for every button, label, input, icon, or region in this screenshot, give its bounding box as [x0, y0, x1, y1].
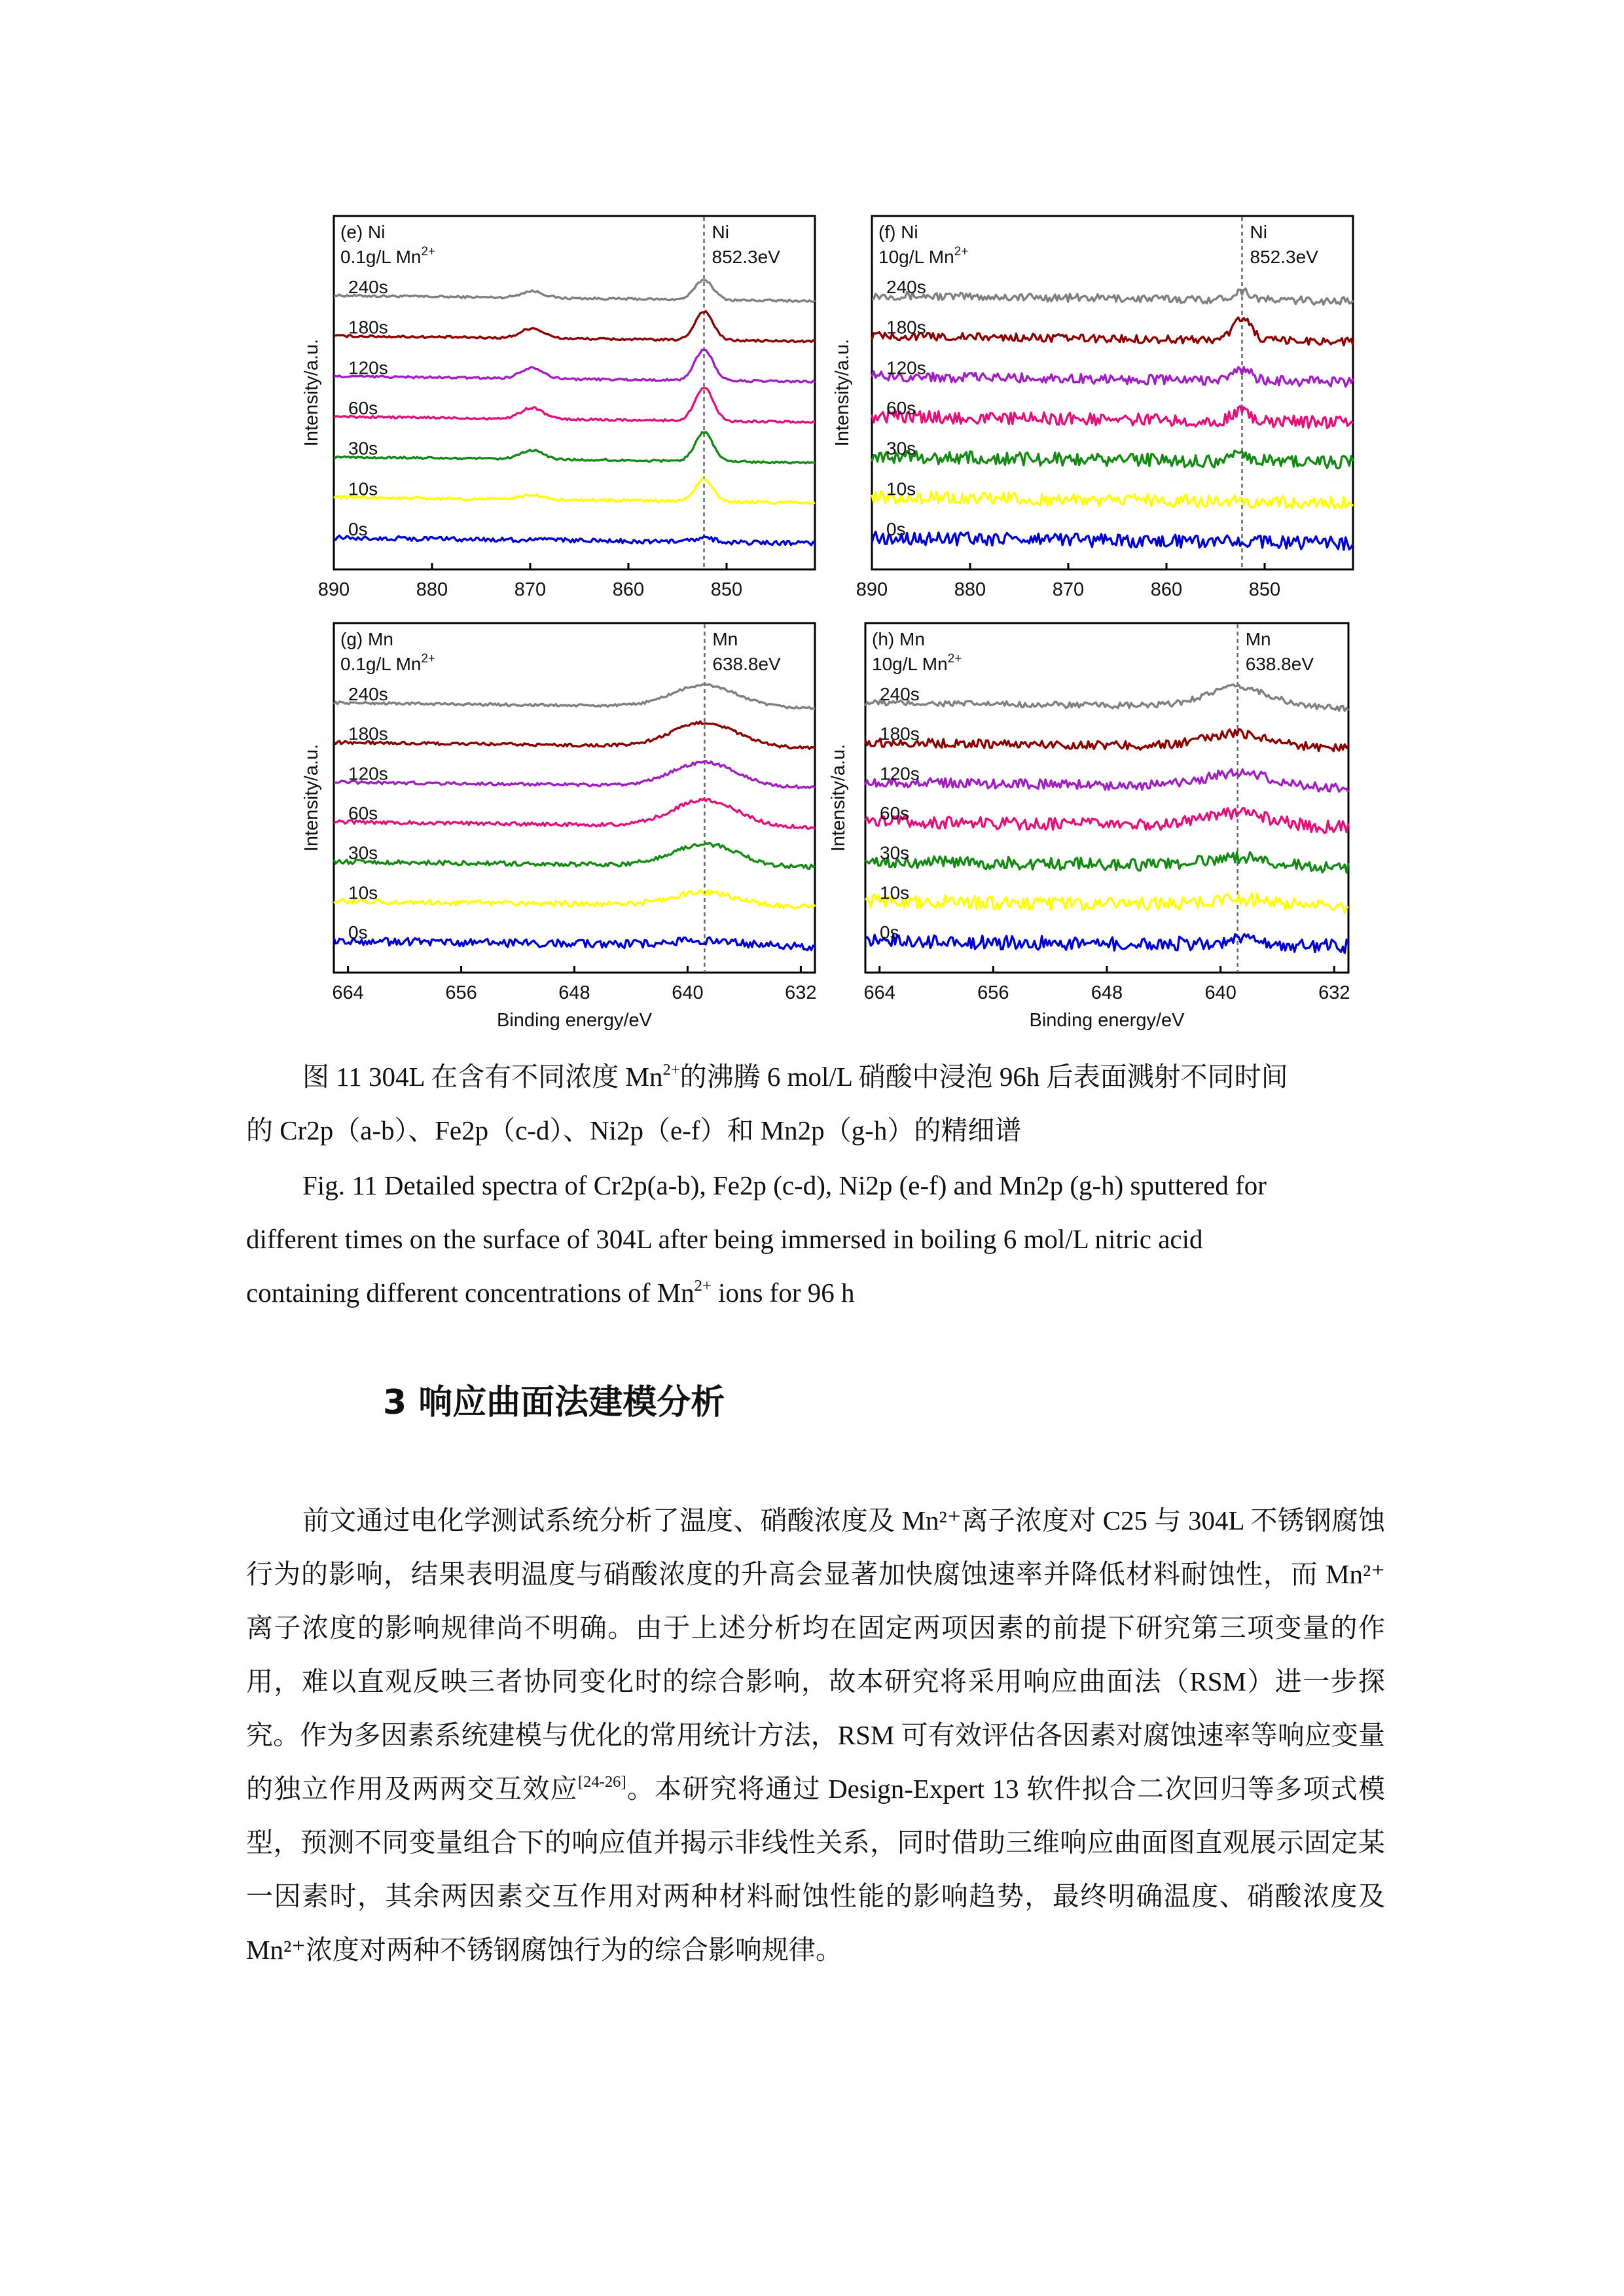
panel-frame [872, 216, 1353, 569]
series-label-120s: 120s [886, 357, 926, 378]
spectrum-line-0s [334, 937, 815, 950]
x-tick-label: 850 [710, 579, 743, 600]
panel-label: (e) Ni [340, 222, 386, 242]
x-tick-label: 870 [1052, 579, 1085, 600]
series-label-10s: 10s [348, 478, 378, 499]
spectrum-line-180s [865, 729, 1348, 751]
x-tick-label: 664 [863, 982, 895, 1003]
spectrum-line-30s [872, 451, 1353, 469]
series-label-0s: 0s [886, 519, 906, 539]
caption-en-line1: Fig. 11 Detailed spectra of Cr2p(a-b), Fe2p (c-d), Ni2p (e-f) and Mn2p (g-h) sputtered for [302, 1170, 1267, 1200]
x-tick-label: 632 [785, 982, 817, 1003]
series-label-120s: 120s [880, 763, 920, 784]
concentration-text: 10g/L Mn [872, 654, 948, 674]
x-tick-label: 880 [416, 579, 448, 600]
spectrum-line-240s [334, 280, 815, 302]
body-paragraph [246, 1494, 1385, 1977]
peak-element-label: Mn [1245, 629, 1271, 649]
y-axis-title: Intensity/a.u. [832, 338, 853, 447]
spectrum-line-60s [334, 388, 815, 423]
spectrum-line-240s [865, 685, 1348, 711]
caption-cn-part1: 图 11 304L 在含有不同浓度 Mn [302, 1062, 663, 1092]
spectrum-line-30s [334, 432, 815, 463]
peak-element-label: Mn [712, 629, 738, 649]
x-tick-label: 890 [856, 579, 888, 600]
xps-panel-3 [301, 623, 817, 1031]
spectrum-line-10s [872, 492, 1353, 509]
x-tick-label: 860 [612, 579, 645, 600]
panel-label: (h) Mn [872, 629, 925, 649]
peak-energy-label: 852.3eV [712, 247, 780, 267]
peak-energy-label: 852.3eV [1250, 247, 1318, 267]
x-tick-label: 632 [1318, 982, 1350, 1003]
concentration-label [340, 245, 435, 267]
x-tick-label: 664 [332, 982, 364, 1003]
caption-en-line2: different times on the surface of 304L after being immersed in boiling 6 mol/L nitric acid [246, 1224, 1203, 1254]
x-tick-label: 656 [445, 982, 477, 1003]
concentration-sup: 2+ [947, 652, 962, 666]
y-axis-title: Intensity/a.u. [301, 338, 322, 447]
concentration-sup: 2+ [421, 245, 436, 259]
concentration-label [340, 652, 435, 674]
spectrum-line-10s [334, 890, 815, 909]
body-part2: 。本研究将通过 Design-Expert 13 软件拟合二次回归等多项式模型，预测不同变量组合下的响应值并揭示非线性关系，同时借助三维响应曲面图直观展示固定某一因素时，其余两因素交互作用对两种材料耐蚀性能的影响趋势，最终明确温度、硝酸浓度及 Mn²⁺浓度对两种不锈钢腐蚀行为的综合影响规律。 [246, 1774, 1386, 1965]
caption-en-sup: 2+ [694, 1276, 712, 1295]
spectrum-line-120s [334, 761, 815, 789]
xps-panel-2 [832, 216, 1353, 600]
series-label-120s: 120s [348, 357, 388, 378]
y-axis-title: Intensity/a.u. [828, 744, 849, 852]
caption-en-line3b: ions for 96 h [711, 1278, 855, 1308]
series-label-30s: 30s [880, 842, 910, 863]
caption-cn-part2: 的沸腾 6 mol/L 硝酸中浸泡 96h 后表面溅射不同时间 [679, 1062, 1288, 1092]
panel-frame [865, 623, 1348, 973]
concentration-sup: 2+ [421, 652, 436, 666]
y-axis-title: Intensity/a.u. [301, 744, 322, 852]
series-label-10s: 10s [880, 882, 910, 903]
xps-figure [0, 0, 1624, 1047]
figure-caption-chinese [246, 1050, 1385, 1157]
series-label-30s: 30s [348, 842, 378, 863]
xps-panel-4 [828, 623, 1350, 1031]
peak-energy-label: 638.8eV [712, 654, 781, 674]
spectrum-line-60s [865, 808, 1348, 833]
series-label-60s: 60s [348, 803, 378, 823]
x-tick-label: 656 [977, 982, 1009, 1003]
series-label-240s: 240s [886, 277, 926, 297]
x-tick-label: 640 [672, 982, 704, 1003]
x-tick-label: 880 [954, 579, 986, 600]
spectrum-line-240s [872, 289, 1353, 305]
peak-element-label: Ni [712, 222, 729, 242]
concentration-text: 0.1g/L Mn [340, 247, 422, 267]
spectrum-line-240s [334, 684, 815, 709]
series-label-30s: 30s [348, 438, 378, 459]
spectrum-line-60s [872, 406, 1353, 428]
spectrum-line-10s [865, 893, 1348, 912]
spectrum-line-30s [865, 852, 1348, 872]
series-label-30s: 30s [886, 438, 916, 459]
series-label-0s: 0s [880, 922, 899, 942]
panel-frame [334, 216, 815, 569]
caption-en-line3a: containing different concentrations of Mn [246, 1278, 695, 1308]
series-label-0s: 0s [348, 519, 368, 539]
x-tick-label: 648 [1091, 982, 1123, 1003]
panel-label: (g) Mn [340, 629, 393, 649]
series-label-180s: 180s [886, 317, 926, 338]
concentration-sup: 2+ [954, 245, 969, 259]
figure-caption-english [246, 1158, 1398, 1319]
series-label-240s: 240s [348, 684, 388, 704]
x-axis-title: Binding energy/eV [1029, 1010, 1185, 1031]
section-heading: 3 响应曲面法建模分析 [383, 1383, 725, 1422]
spectrum-line-180s [872, 317, 1353, 346]
caption-cn-sup: 2+ [662, 1060, 680, 1079]
spectrum-line-120s [865, 769, 1348, 792]
series-label-60s: 60s [348, 398, 378, 418]
series-label-60s: 60s [886, 398, 916, 418]
series-label-0s: 0s [348, 922, 368, 942]
series-label-180s: 180s [880, 723, 920, 744]
x-tick-label: 640 [1204, 982, 1236, 1003]
spectrum-line-30s [334, 843, 815, 869]
series-label-180s: 180s [348, 723, 388, 744]
peak-energy-label: 638.8eV [1245, 654, 1314, 674]
x-axis-title: Binding energy/eV [497, 1010, 652, 1031]
series-label-10s: 10s [348, 882, 378, 903]
x-tick-label: 860 [1150, 579, 1183, 600]
series-label-60s: 60s [880, 803, 910, 823]
series-label-240s: 240s [348, 277, 388, 297]
series-label-180s: 180s [348, 317, 388, 338]
spectrum-line-0s [334, 535, 815, 545]
concentration-text: 10g/L Mn [878, 247, 954, 267]
body-part1: 前文通过电化学测试系统分析了温度、硝酸浓度及 Mn²⁺离子浓度对 C25 与 304L 不锈钢腐蚀行为的影响，结果表明温度与硝酸浓度的升高会显著加快腐蚀速率并降低材料耐蚀性，而 Mn²⁺离子浓度的影响规律尚不明确。由于上述分析均在固定两项因素的前提下研究第三项变量的作用，难以直观反映三者协同变化时的综合影响，故本研究将采用响应曲面法（RSM）进一步探究。作为多因素系统建模与优化的常用统计方法，RSM 可有效评估各因素对腐蚀速率等响应变量的独立作用及两两交互效应 [246, 1505, 1385, 1804]
concentration-label [872, 652, 962, 674]
spectrum-line-0s [865, 934, 1348, 953]
panel-label: (f) Ni [878, 222, 918, 242]
spectrum-line-0s [872, 531, 1353, 550]
spectrum-line-180s [334, 721, 815, 749]
panel-frame [334, 623, 815, 973]
concentration-text: 0.1g/L Mn [340, 654, 422, 674]
spectrum-line-120s [872, 367, 1353, 387]
x-tick-label: 850 [1248, 579, 1281, 600]
concentration-label [878, 245, 968, 267]
spectrum-line-10s [334, 478, 815, 503]
series-label-120s: 120s [348, 763, 388, 784]
body-citation: [24-26] [577, 1772, 626, 1791]
caption-cn-line2: 的 Cr2p（a-b）、Fe2p（c-d）、Ni2p（e-f）和 Mn2p（g-h）的精细谱 [246, 1115, 1022, 1145]
series-label-240s: 240s [880, 684, 920, 704]
series-label-10s: 10s [886, 478, 916, 499]
spectrum-line-60s [334, 798, 815, 829]
xps-panel-1 [301, 216, 815, 600]
x-tick-label: 870 [514, 579, 547, 600]
peak-element-label: Ni [1250, 222, 1267, 242]
x-tick-label: 890 [317, 579, 350, 600]
x-tick-label: 648 [558, 982, 590, 1003]
spectrum-line-120s [334, 350, 815, 382]
spectrum-line-180s [334, 311, 815, 342]
